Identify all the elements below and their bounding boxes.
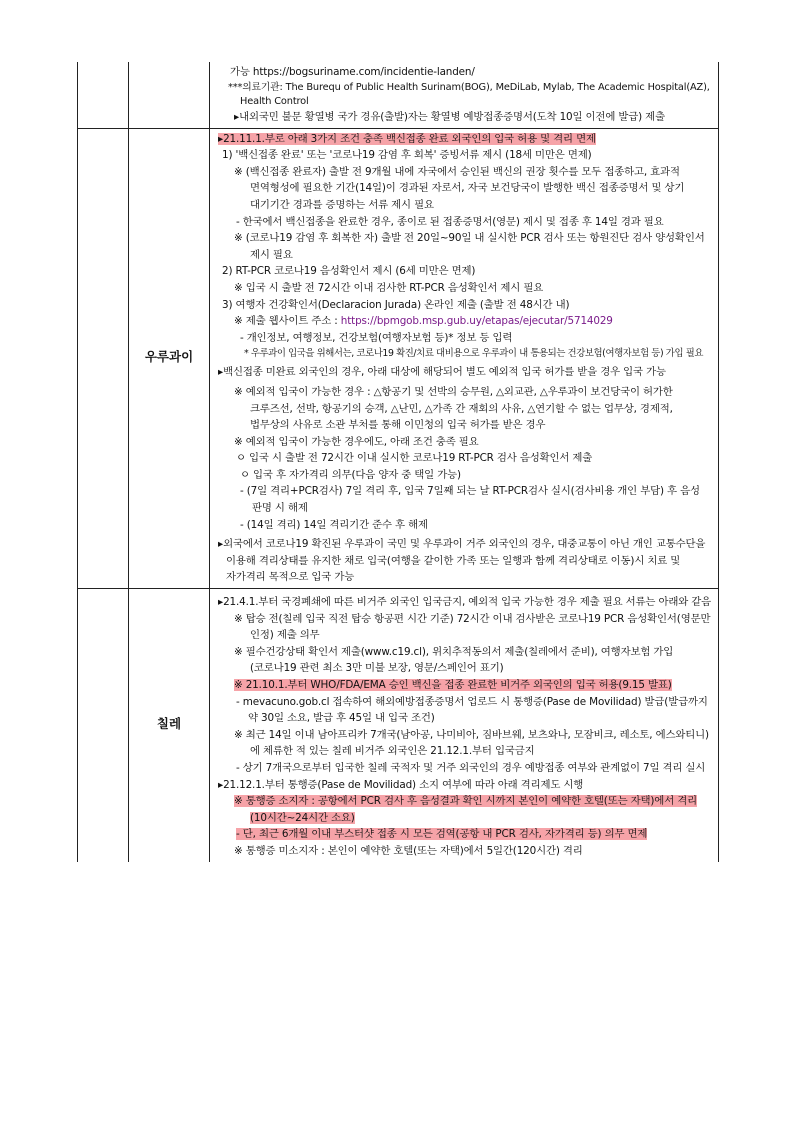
text-line: ▸백신접종 미완료 외국인의 경우, 아래 대상에 해당되어 별도 예외적 입국 허가를 받을 경우 입국 가능 — [218, 366, 666, 379]
highlighted-text: ▸21.11.1.부로 아래 3가지 조건 충족 백신접종 완료 외국인의 입국 허용 및 격리 면제 — [218, 132, 596, 145]
content-cell — [210, 62, 719, 128]
text-line: - (14일 격리) 14일 격리기간 준수 후 해제 — [240, 518, 428, 531]
text-line: - 한국에서 백신접종을 완료한 경우, 종이로 된 접종증명서(영문) 제시 및 접종 후 14일 경과 필요 — [236, 215, 664, 228]
text-line: ▸21.4.1.부터 국경폐쇄에 따른 비거주 외국인 입국금지, 예외적 입국 가능한 경우 제출 필요 서류는 아래와 같음 — [218, 596, 712, 609]
text-line: - 상기 7개국으로부터 입국한 칠레 국적자 및 거주 외국인의 경우 예방접종 여부와 관계없이 7일 격리 실시 — [236, 761, 706, 774]
highlighted-text: - 단, 최근 6개월 이내 부스터샷 접종 시 모든 검역(공항 내 PCR 검사, 자가격리 등) 의무 면제 — [236, 828, 648, 841]
content-cell — [210, 128, 719, 588]
blank-column-cell — [78, 589, 129, 862]
text-line: ㅇ 입국 후 자가격리 의무(다음 양자 중 택일 가능) — [240, 468, 461, 481]
blank-column-cell — [78, 128, 129, 588]
text-line: ▸내외국민 불문 황열병 국가 경유(출발)자는 황열병 예방접종증명서(도착 10일 이전에 발급) 제출 — [234, 111, 665, 123]
text-line: * 우루과이 입국을 위해서는, 코로나19 확진/치료 대비용으로 우루과이 내 통용되는 건강보험(여행자보험 등) 가입 필요 — [244, 348, 704, 360]
text-line: 1) '백신접종 완료' 또는 '코로나19 감염 후 회복' 증빙서류 제시 (18세 미만은 면제) — [222, 149, 592, 162]
website-link[interactable]: https://bpmgob.msp.gub.uy/etapas/ejecutar/5714029 — [340, 315, 613, 328]
country-entry-table — [77, 62, 719, 862]
chile-content — [210, 589, 718, 862]
country-name: 칠레 — [156, 716, 182, 732]
highlighted-text: ※ 통행증 소지자 : 공항에서 PCR 검사 후 음성결과 확인 시까지 본인이 예약한 호텔(또는 자택)에서 격리(10시간~24시간 소요) — [234, 795, 698, 824]
country-name: 우루과이 — [144, 349, 194, 365]
text-line: 가능 https://bogsuriname.com/incidentie-landen/ — [230, 66, 475, 78]
text-line: ※ (백신접종 완료자) 출발 전 9개월 내에 자국에서 승인된 백신의 권장 횟수를 모두 접종하고, 효과적 면역형성에 필요한 기간(14일)이 경과된 자로서, 자국 보건당국이 발행한 백신 접종증명서 및 상기 대기기간 경과를 증명하는 서류 제시 필요 — [234, 165, 685, 211]
text-line: ***의료기관: The Burequ of Public Health Surinam(BOG), MeDiLab, Mylab, The Academic Hospital(AZ), Health Control — [228, 81, 710, 107]
table-row — [78, 62, 719, 128]
text-line: ※ 탑승 전(칠레 입국 직전 탑승 항공편 시간 기준) 72시간 이내 검사받은 코로나19 PCR 음성확인서(영문만 인정) 제출 의무 — [234, 612, 711, 642]
text-line — [218, 793, 712, 826]
prev-row-content — [210, 62, 718, 128]
text-line: ㅇ 입국 시 출발 전 72시간 이내 실시한 코로나19 RT-PCR 검사 음성확인서 제출 — [236, 452, 593, 465]
highlighted-text: ※ 21.10.1.부터 WHO/FDA/EMA 승인 백신을 접종 완료한 비거주 외국인의 입국 허용(9.15 발표) — [234, 679, 672, 691]
text-line — [218, 313, 712, 330]
content-cell — [210, 589, 719, 862]
country-name-cell — [129, 589, 210, 862]
text-line: ※ 입국 시 출발 전 72시간 이내 검사한 RT-PCR 음성확인서 제시 필요 — [234, 281, 544, 294]
text-line: ▸외국에서 코로나19 확진된 우루과이 국민 및 우루과이 거주 외국인의 경우, 대중교통이 아닌 개인 교통수단을 이용해 격리상태를 유지한 채로 입국(여행을 같이한 가족 또는 일행과 함께 격리상태로 이동)시 치료 및 자가격리 목적으로 입국 가능 — [218, 538, 706, 584]
text-line: ※ 통행증 미소지자 : 본인이 예약한 호텔(또는 자택)에서 5일간(120시간) 격리 — [234, 844, 583, 857]
table-row — [78, 589, 719, 862]
text-line: 2) RT-PCR 코로나19 음성확인서 제시 (6세 미만은 면제) — [222, 265, 476, 278]
text-line: ※ 필수건강상태 확인서 제출(www.c19.cl), 위치추적동의서 제출(칠레에서 준비), 여행자보험 가입(코로나19 관련 최소 3만 미불 보장, 영문/스페인어 표기) — [234, 645, 674, 675]
text-line: - mevacuno.gob.cl 접속하여 해외예방접종증명서 업로드 시 통행증(Pase de Movilidad) 발급(발급까지 약 30일 소요, 발급 후 45일 내 입국 조건) — [236, 695, 708, 725]
text-line: ▸21.12.1.부터 통행증(Pase de Movilidad) 소지 여부에 따라 아래 격리제도 시행 — [218, 778, 584, 791]
text-line: ※ 예외적 입국이 가능한 경우에도, 아래 조건 충족 필요 — [234, 435, 479, 448]
text-line — [218, 677, 712, 694]
text-line: - 개인정보, 여행정보, 건강보험(여행자보험 등)* 정보 등 입력 — [240, 331, 513, 344]
text-line: ※ 최근 14일 이내 남아프리카 7개국(남아공, 나미비아, 짐바브웨, 보츠와나, 모잠비크, 레소토, 에스와티니)에 체류한 적 있는 칠레 비거주 외국인은 21.12.1.부터 입국금지 — [234, 728, 709, 758]
table-row — [78, 128, 719, 588]
uruguay-content — [210, 129, 718, 588]
text-line: - (7일 격리+PCR검사) 7일 격리 후, 입국 7일째 되는 날 RT-PCR검사 실시(검사비용 개인 부담) 후 음성 판명 시 해제 — [240, 485, 700, 515]
website-label: ※ 제출 웹사이트 주소 : — [234, 315, 341, 328]
text-line: ※ 예외적 입국이 가능한 경우 : △항공기 및 선박의 승무원, △외교관, △우루과이 보건당국이 허가한 크루즈선, 선박, 항공기의 승객, △난민, △가족 간 재회의 사유, △연기할 수 없는 업무상, 경제적, 법무상의 사유로 소관 부처를 통해 이민청의 입국 허가를 받은 경우 — [234, 385, 673, 432]
text-line — [218, 826, 712, 843]
blank-column-cell — [78, 62, 129, 128]
text-line: ※ (코로나19 감염 후 회복한 자) 출발 전 20일~90일 내 실시한 PCR 검사 또는 항원진단 검사 양성확인서 제시 필요 — [234, 232, 705, 261]
text-line — [218, 131, 712, 148]
country-name-cell — [129, 62, 210, 128]
text-line: 3) 여행자 건강확인서(Declaracion Jurada) 온라인 제출 (출발 전 48시간 내) — [222, 298, 570, 311]
country-name-cell — [129, 128, 210, 588]
